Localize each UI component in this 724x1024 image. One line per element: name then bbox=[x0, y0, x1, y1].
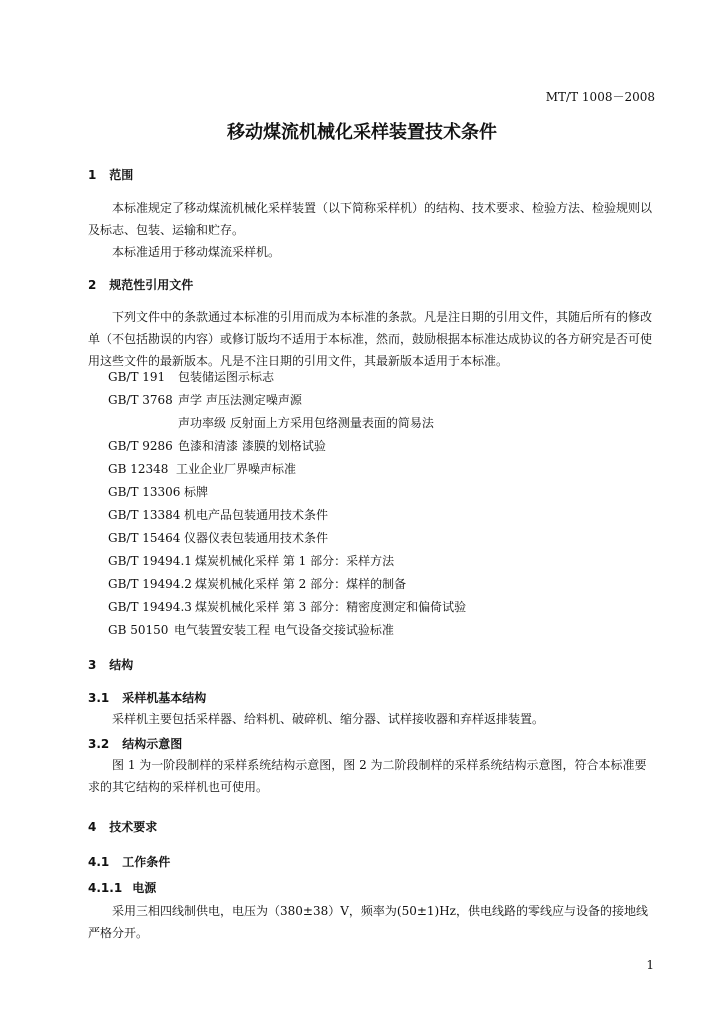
reference-code: GB 50150 bbox=[108, 623, 169, 637]
section-4-1-1-heading bbox=[88, 879, 156, 896]
reference-code: GB/T 19494.3 bbox=[108, 600, 192, 614]
document-title: 移动煤流机械化采样装置技术条件 bbox=[227, 122, 497, 143]
reference-item bbox=[108, 575, 406, 592]
reference-code: GB/T 3768 bbox=[108, 393, 173, 407]
reference-code: GB/T 19494.2 bbox=[108, 577, 192, 591]
section-number: 4 bbox=[88, 820, 97, 834]
section-1-heading bbox=[88, 166, 133, 183]
reference-title: 色漆和清漆 漆膜的划格试验 bbox=[178, 439, 326, 453]
reference-code: GB/T 191 bbox=[108, 370, 166, 384]
reference-item bbox=[108, 552, 394, 569]
reference-item bbox=[108, 368, 274, 385]
reference-title: 机电产品包装通用技术条件 bbox=[184, 508, 329, 522]
reference-item bbox=[108, 437, 326, 454]
reference-title: 电气装置安装工程 电气设备交接试验标准 bbox=[174, 623, 394, 637]
section-4-heading bbox=[88, 818, 157, 835]
section-number: 4.1 bbox=[88, 855, 110, 869]
section-2-paragraph: 下列文件中的条款通过本标准的引用而成为本标准的条款。凡是注日期的引用文件，其随后所有的修改单（不包括勘误的内容）或修订版均不适用于本标准，然而，鼓励根据本标准达成协议的各方研究是否可使用这些文件的最新版本。凡是不注日期的引用文件，其最新版本适用于本标准。 bbox=[88, 310, 653, 368]
section-number: 3.2 bbox=[88, 737, 110, 751]
reference-item bbox=[108, 414, 434, 431]
reference-item bbox=[108, 483, 208, 500]
reference-code: GB/T 9286 bbox=[108, 439, 173, 453]
reference-item bbox=[108, 506, 328, 523]
reference-title: 仪器仪表包装通用技术条件 bbox=[184, 531, 329, 545]
section-number: 3.1 bbox=[88, 691, 110, 705]
section-3-2-paragraph: 图 1 为一阶段制样的采样系统结构示意图，图 2 为二阶段制样的采样系统结构示意图，符合本标准要求的其它结构的采样机也可使用。 bbox=[88, 758, 647, 794]
reference-code: GB/T 13384 bbox=[108, 508, 181, 522]
reference-title: 工业企业厂界噪声标准 bbox=[176, 462, 297, 476]
page-number: 1 bbox=[646, 958, 654, 972]
reference-code: GB/T 13306 bbox=[108, 485, 181, 499]
reference-title: 标牌 bbox=[184, 485, 209, 499]
section-3-1-paragraph: 采样机主要包括采样器、给料机、破碎机、缩分器、试样接收器和弃样返排装置。 bbox=[112, 712, 545, 726]
section-title: 结构示意图 bbox=[122, 737, 183, 751]
reference-title: 煤炭机械化采样 第 2 部分：煤样的制备 bbox=[195, 577, 407, 591]
section-3-2-heading bbox=[88, 735, 182, 752]
section-4-1-1-paragraph: 采用三相四线制供电，电压为（380±38）V，频率为(50±1)Hz，供电线路的零线应与设备的接地线严格分开。 bbox=[88, 904, 649, 940]
reference-item bbox=[108, 598, 466, 615]
reference-item bbox=[108, 460, 296, 477]
reference-title: 煤炭机械化采样 第 3 部分：精密度测定和偏倚试验 bbox=[195, 600, 467, 614]
standard-number: MT/T 1008－2008 bbox=[545, 90, 655, 104]
section-title: 结构 bbox=[109, 658, 134, 672]
reference-item bbox=[108, 621, 394, 638]
reference-item bbox=[108, 391, 302, 408]
section-number: 1 bbox=[88, 168, 97, 182]
reference-code: GB/T 15464 bbox=[108, 531, 181, 545]
reference-title: 包装储运图示标志 bbox=[178, 370, 275, 384]
section-title: 工作条件 bbox=[122, 855, 171, 869]
section-number: 2 bbox=[88, 278, 97, 292]
reference-item bbox=[108, 529, 328, 546]
section-number: 3 bbox=[88, 658, 97, 672]
section-number: 4.1.1 bbox=[88, 881, 123, 895]
reference-title: 声功率级 反射面上方采用包络测量表面的简易法 bbox=[178, 416, 434, 430]
section-title: 范围 bbox=[109, 168, 134, 182]
section-3-1-heading bbox=[88, 689, 206, 706]
section-title: 技术要求 bbox=[109, 820, 158, 834]
section-3-heading bbox=[88, 656, 133, 673]
reference-code: GB 12348 bbox=[108, 462, 169, 476]
section-2-heading bbox=[88, 276, 193, 293]
reference-title: 声学 声压法测定噪声源 bbox=[178, 393, 302, 407]
reference-title: 煤炭机械化采样 第 1 部分：采样方法 bbox=[195, 554, 395, 568]
section-1-paragraph-2: 本标准适用于移动煤流采样机。 bbox=[112, 245, 281, 259]
section-4-1-heading bbox=[88, 853, 170, 870]
section-title: 采样机基本结构 bbox=[122, 691, 207, 705]
section-title: 电源 bbox=[132, 881, 157, 895]
section-title: 规范性引用文件 bbox=[109, 278, 194, 292]
section-1-paragraph-1: 本标准规定了移动煤流机械化采样装置（以下简称采样机）的结构、技术要求、检验方法、检验规则以及标志、包装、运输和贮存。 bbox=[88, 201, 653, 237]
reference-code: GB/T 19494.1 bbox=[108, 554, 192, 568]
